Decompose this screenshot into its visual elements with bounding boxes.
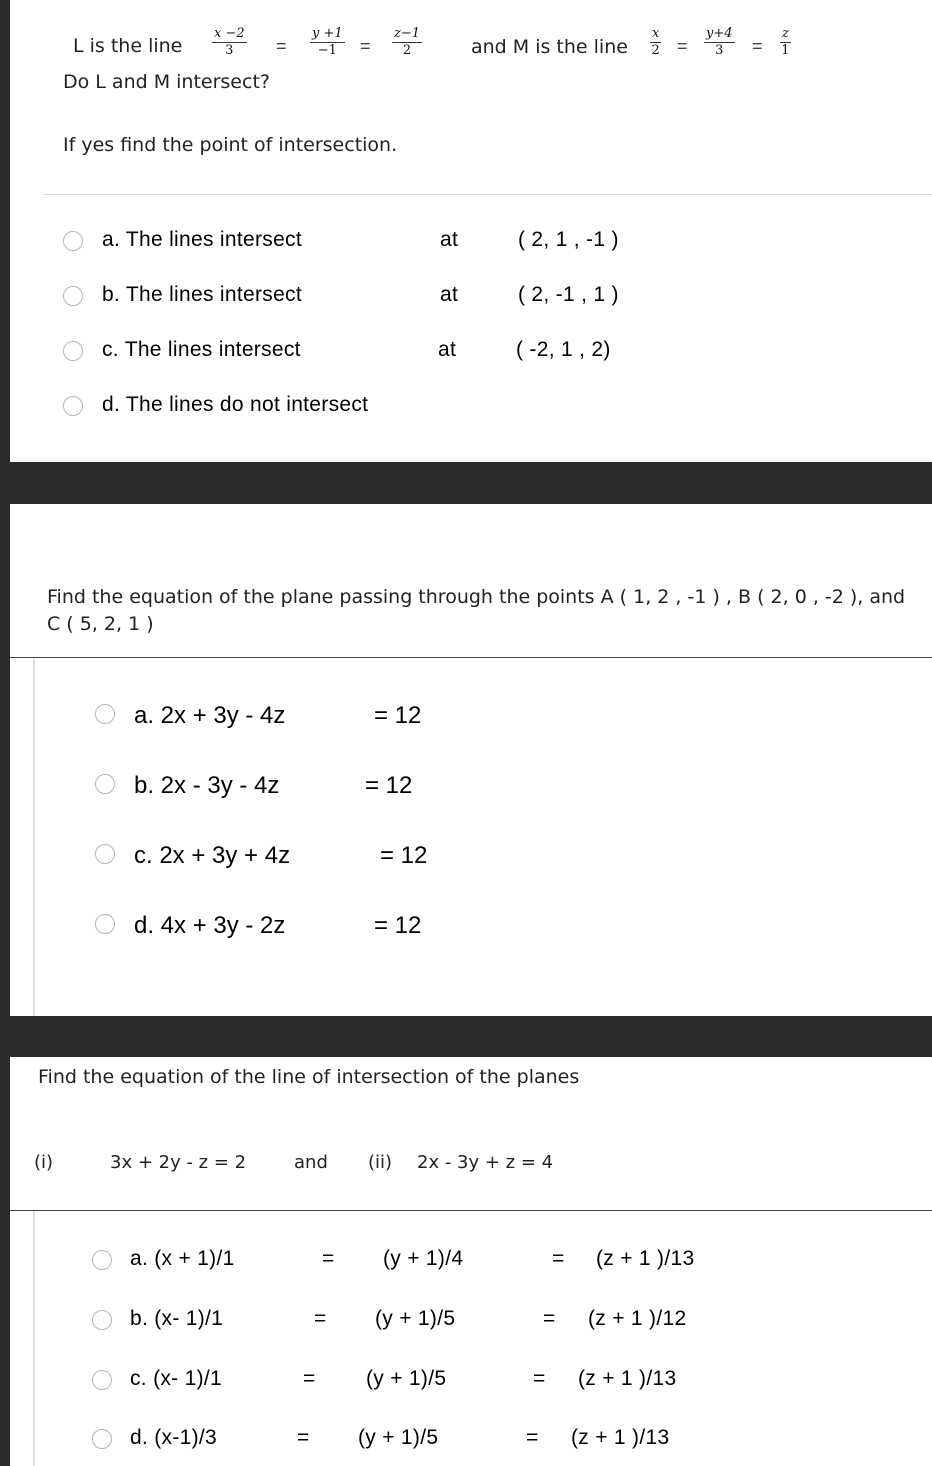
line-l-label: L is the line (73, 35, 183, 57)
divider (10, 1210, 932, 1211)
equals-sign: = (360, 36, 371, 56)
m-frac-z: $\frac{z}{1}$ (781, 26, 790, 58)
radio-button[interactable] (92, 1310, 112, 1330)
question-text: Find the equation of the plane passing through the points A ( 1, 2 , -1 ) , B ( 2, 0 , -2 ), and (47, 586, 906, 608)
option-z-part: (z + 1 )/13 (571, 1426, 670, 1449)
option-rhs: = 12 (374, 702, 422, 729)
question-text: Do L and M intersect? (63, 71, 270, 93)
radio-button[interactable] (95, 914, 115, 934)
option-x-part: c. (x- 1)/1 (130, 1367, 222, 1390)
and-text: and (294, 1152, 328, 1173)
radio-button[interactable] (92, 1250, 112, 1270)
option-rhs: = 12 (380, 842, 428, 869)
radio-button[interactable] (92, 1370, 112, 1390)
option-eq: = (297, 1426, 310, 1449)
plane-ii-equation: 2x - 3y + z = 4 (417, 1152, 554, 1173)
plane-i-label: (i) (34, 1152, 54, 1173)
equals-sign: = (752, 36, 763, 56)
radio-button[interactable] (95, 704, 115, 724)
option-y-part: (y + 1)/5 (375, 1307, 456, 1330)
question-prompt: If yes find the point of intersection. (63, 134, 398, 156)
answer-area-border (33, 658, 35, 1016)
option-point: ( 2, -1 , 1 ) (518, 283, 619, 306)
option-lhs: b. 2x - 3y - 4z (134, 772, 280, 799)
option-eq: = (322, 1247, 335, 1270)
plane-ii-label: (ii) (368, 1152, 393, 1173)
option-eq: = (314, 1307, 327, 1330)
option-label: d. The lines do not intersect (102, 393, 369, 416)
option-eq: = (533, 1367, 546, 1390)
l-frac-y: $\frac{y +1}{-1}$ (312, 26, 343, 58)
option-x-part: d. (x-1)/3 (130, 1426, 218, 1449)
option-at: at (440, 283, 459, 306)
l-frac-z: $\frac{z-1}{2}$ (394, 26, 421, 58)
option-z-part: (z + 1 )/12 (588, 1307, 687, 1330)
option-x-part: b. (x- 1)/1 (130, 1307, 224, 1330)
radio-button[interactable] (63, 396, 83, 416)
option-eq: = (543, 1307, 556, 1330)
option-y-part: (y + 1)/5 (366, 1367, 447, 1390)
answer-area-border (33, 1211, 35, 1466)
option-z-part: (z + 1 )/13 (596, 1247, 695, 1270)
divider (43, 194, 932, 195)
option-eq: = (526, 1426, 539, 1449)
radio-button[interactable] (63, 286, 83, 306)
equals-sign: = (677, 36, 688, 56)
option-lhs: a. 2x + 3y - 4z (134, 702, 286, 729)
question-3-panel (10, 1057, 932, 1466)
option-label: b. The lines intersect (102, 283, 302, 306)
radio-button[interactable] (92, 1429, 112, 1449)
option-rhs: = 12 (365, 772, 413, 799)
question-text: Find the equation of the line of intersection of the planes (38, 1066, 580, 1088)
divider (10, 657, 932, 658)
plane-i-equation: 3x + 2y - z = 2 (110, 1152, 247, 1173)
option-y-part: (y + 1)/5 (358, 1426, 439, 1449)
option-x-part: a. (x + 1)/1 (130, 1247, 235, 1270)
question-text-cont: C ( 5, 2, 1 ) (47, 613, 154, 635)
option-lhs: d. 4x + 3y - 2z (134, 912, 286, 939)
radio-button[interactable] (95, 844, 115, 864)
line-m-label: and M is the line (471, 36, 628, 58)
option-lhs: c. 2x + 3y + 4z (134, 842, 291, 869)
option-at: at (440, 228, 459, 251)
equals-sign: = (276, 36, 287, 56)
option-eq: = (552, 1247, 565, 1270)
radio-button[interactable] (95, 774, 115, 794)
option-label: c. The lines intersect (102, 338, 301, 361)
l-frac-x: $\frac{x -2}{3}$ (214, 26, 245, 58)
radio-button[interactable] (63, 231, 83, 251)
option-y-part: (y + 1)/4 (383, 1247, 464, 1270)
question-1-panel (10, 0, 932, 462)
m-frac-x: $\frac{x}{2}$ (651, 26, 660, 58)
option-z-part: (z + 1 )/13 (578, 1367, 677, 1390)
option-at: at (438, 338, 457, 361)
option-eq: = (303, 1367, 316, 1390)
question-2-panel (10, 504, 932, 1016)
option-point: ( 2, 1 , -1 ) (518, 228, 619, 251)
option-label: a. The lines intersect (102, 228, 302, 251)
m-frac-y: $\frac{y+4}{3}$ (706, 26, 733, 58)
option-rhs: = 12 (374, 912, 422, 939)
option-point: ( -2, 1 , 2) (516, 338, 611, 361)
radio-button[interactable] (63, 341, 83, 361)
